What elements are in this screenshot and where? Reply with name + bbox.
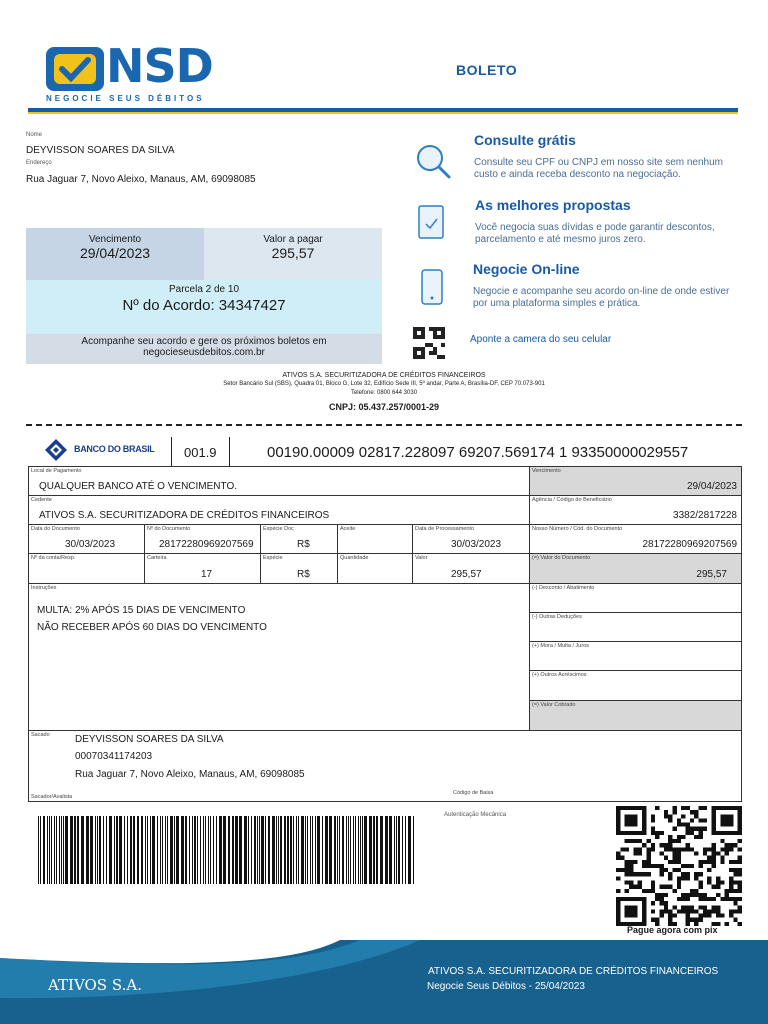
due-date: 29/04/2023 [79, 245, 151, 261]
accept-label: Aceite [340, 526, 356, 532]
instruction-2: NÃO RECEBER APÓS 60 DIAS DO VENCIMENTO [37, 622, 267, 633]
processing-date: 30/03/2023 [451, 539, 502, 550]
due-date-cell [529, 466, 742, 496]
doc-species-cell [260, 524, 338, 554]
company-address: Setor Bancário Sul (SBS), Quadra 01, Bloco G, Lote 32, Edifício Sede III, 5º andar, Parte A, Brasília-DF, CEP 70.073-901 [223, 381, 545, 387]
doc-date: 30/03/2023 [65, 539, 116, 550]
cedente-label: Cedente [31, 497, 52, 503]
other-additions-label: (+) Outros Acréscimos [532, 672, 587, 678]
address-label: Endereço [26, 160, 52, 166]
agency-code: 3382/2817228 [673, 510, 737, 521]
other-deductions-label: (-) Outras Deduções [532, 614, 582, 620]
payer-name: DEYVISSON SOARES DA SILVA [75, 734, 224, 745]
quantity-label: Quantidade [340, 555, 369, 561]
value-label: Valor [415, 555, 428, 561]
due-date-box [26, 228, 204, 280]
payment-place: QUALQUER BANCO ATÉ O VENCIMENTO. [39, 481, 237, 492]
benefit-title-3: Negocie On-line [473, 261, 580, 277]
agency-label: Agência / Código do Beneficiário [532, 497, 612, 503]
bank-name: BANCO DO BRASIL [74, 444, 155, 454]
value-cell [412, 553, 530, 584]
other-additions-cell [529, 670, 742, 701]
doc-number: 28172280969207569 [159, 539, 254, 550]
nsd-logo [46, 39, 216, 95]
doc-number-cell [144, 524, 261, 554]
payer-cell [28, 730, 742, 802]
species: R$ [297, 569, 310, 580]
quantity-cell [337, 553, 413, 584]
banco-do-brasil-icon [44, 438, 68, 462]
agreement-number: Nº do Acordo: 34347427 [122, 297, 286, 314]
due-label: Vencimento [88, 234, 142, 245]
footer [0, 940, 768, 1024]
digitable-line[interactable]: 00190.00009 02817.228097 69207.569174 1 93350000029557 [267, 444, 689, 461]
company-name: ATIVOS S.A. SECURITIZADORA DE CRÉDITOS FINANCEIROS [282, 372, 486, 379]
benefit-text-2: Você negocia suas dívidas e pode garantir descontos, parcelamento e até mesmo juros zero. [475, 222, 715, 245]
benefit-text-1: Consulte seu CPF ou CNPJ em nosso site sem nenhum custo e ainda receba desconto na negociação. [474, 157, 723, 180]
amount-box [204, 228, 382, 280]
installment-text: Parcela 2 de 10 [168, 284, 240, 295]
cut-line [26, 424, 742, 426]
note-line-1: Acompanhe seu acordo e gere os próximos boletos em [81, 336, 327, 347]
species-label: Espécie [263, 555, 283, 561]
value: 295,57 [451, 569, 482, 580]
discount-cell [529, 583, 742, 613]
guarantor-label: Sacador/Avalista [31, 794, 73, 800]
magnifier-icon [410, 142, 452, 185]
boleto-due-date: 29/04/2023 [686, 481, 737, 492]
header-divider-accent [28, 112, 738, 114]
wallet-cell [144, 553, 261, 584]
account-cell [28, 553, 145, 584]
charged-value-label: (=) Valor Cobrado [532, 702, 576, 708]
doc-value-label: (=) Valor do Documento [532, 555, 591, 561]
doc-date-cell [28, 524, 145, 554]
cedente: ATIVOS S.A. SECURITIZADORA DE CRÉDITOS FINANCEIROS [39, 510, 330, 521]
low-code-label: Código de Baixa [453, 790, 494, 796]
cedente-cell [28, 495, 530, 525]
account-label: Nº da conta/Resp. [31, 555, 76, 561]
payer-address: Rua Jaguar 7, Novo Aleixo, Manaus, AM, 69098085 [75, 769, 305, 780]
our-number-label: Nosso Número / Cód. do Documento [532, 526, 623, 532]
bank-divider-2 [229, 437, 230, 467]
accept-cell [337, 524, 413, 554]
bank-divider-1 [171, 437, 172, 467]
benefit-title-2: As melhores propostas [475, 197, 631, 213]
payer-document: 00070341174203 [75, 751, 153, 762]
bank-logo [44, 437, 168, 463]
note-line-2: negocieseusdebitos.com.br [143, 347, 265, 358]
company-phone: Telefone: 0800 644 3030 [350, 390, 418, 396]
our-number: 28172280969207569 [642, 539, 737, 550]
brand-name: NSD [106, 39, 213, 93]
agency-cell [529, 495, 742, 525]
our-number-cell [529, 524, 742, 554]
pix-qr-code[interactable] [616, 806, 742, 926]
processing-date-label: Data de Processamento [415, 526, 475, 532]
agreement-box [26, 280, 382, 334]
benefit-text-3: Negocie e acompanhe seu acordo on-line de onde estiver por uma plataforma simples e prática. [473, 286, 730, 309]
payer-label: Sacado [31, 732, 50, 738]
processing-date-cell [412, 524, 530, 554]
charged-value-cell [529, 700, 742, 731]
doc-number-label: Nº do Documento [147, 526, 191, 532]
due-date-label: Vencimento [532, 468, 561, 474]
footer-line-1: ATIVOS S.A. SECURITIZADORA DE CRÉDITOS FINANCEIROS [428, 966, 719, 977]
footer-brand: ATIVOS S.A. [48, 976, 142, 994]
other-deductions-cell [529, 612, 742, 642]
benefit-title-1: Consulte grátis [474, 132, 576, 148]
brand-tagline: NEGOCIE SEUS DÉBITOS [46, 94, 205, 103]
qr-hint: Aponte a camera do seu celular [470, 334, 612, 345]
payment-place-label: Local de Pagamento [31, 468, 82, 474]
wallet: 17 [201, 569, 213, 580]
instruction-1: MULTA: 2% APÓS 15 DIAS DE VENCIMENTO [37, 605, 246, 616]
document-title: BOLETO [456, 62, 518, 78]
doc-value: 295,57 [696, 569, 727, 580]
bank-code: 001.9 [184, 445, 217, 460]
name-label: Nome [26, 132, 43, 138]
customer-address: Rua Jaguar 7, Novo Aleixo, Manaus, AM, 69098085 [26, 174, 256, 185]
document-check-icon [416, 204, 448, 247]
wallet-label: Carteira [147, 555, 167, 561]
payment-place-cell [28, 466, 530, 496]
pix-label: Pague agora com pix [627, 925, 718, 935]
discount-label: (-) Desconto / Abatimento [532, 585, 595, 591]
instructions-label: Instruções [31, 585, 57, 591]
footer-line-2: Negocie Seus Débitos - 25/04/2023 [427, 981, 585, 992]
barcode [38, 816, 416, 884]
checkmark-icon [46, 47, 104, 91]
qr-code-small[interactable] [413, 327, 445, 359]
amount-label: Valor a pagar [263, 234, 323, 245]
fine-label: (+) Mora / Multa / Juros [532, 643, 590, 649]
doc-value-cell [529, 553, 742, 584]
doc-species-label: Espécie Doc [263, 526, 294, 532]
species-cell [260, 553, 338, 584]
fine-cell [529, 641, 742, 671]
doc-species: R$ [297, 539, 310, 550]
smartphone-icon [418, 268, 446, 313]
follow-up-note [26, 334, 382, 364]
company-cnpj: CNPJ: 05.437.257/0001-29 [328, 402, 440, 412]
amount-value: 295,57 [271, 245, 315, 261]
instructions-cell [28, 583, 530, 731]
customer-name: DEYVISSON SOARES DA SILVA [26, 145, 175, 156]
mechanical-auth-label: Autenticação Mecânica [444, 812, 507, 818]
doc-date-label: Data do Documento [31, 526, 80, 532]
